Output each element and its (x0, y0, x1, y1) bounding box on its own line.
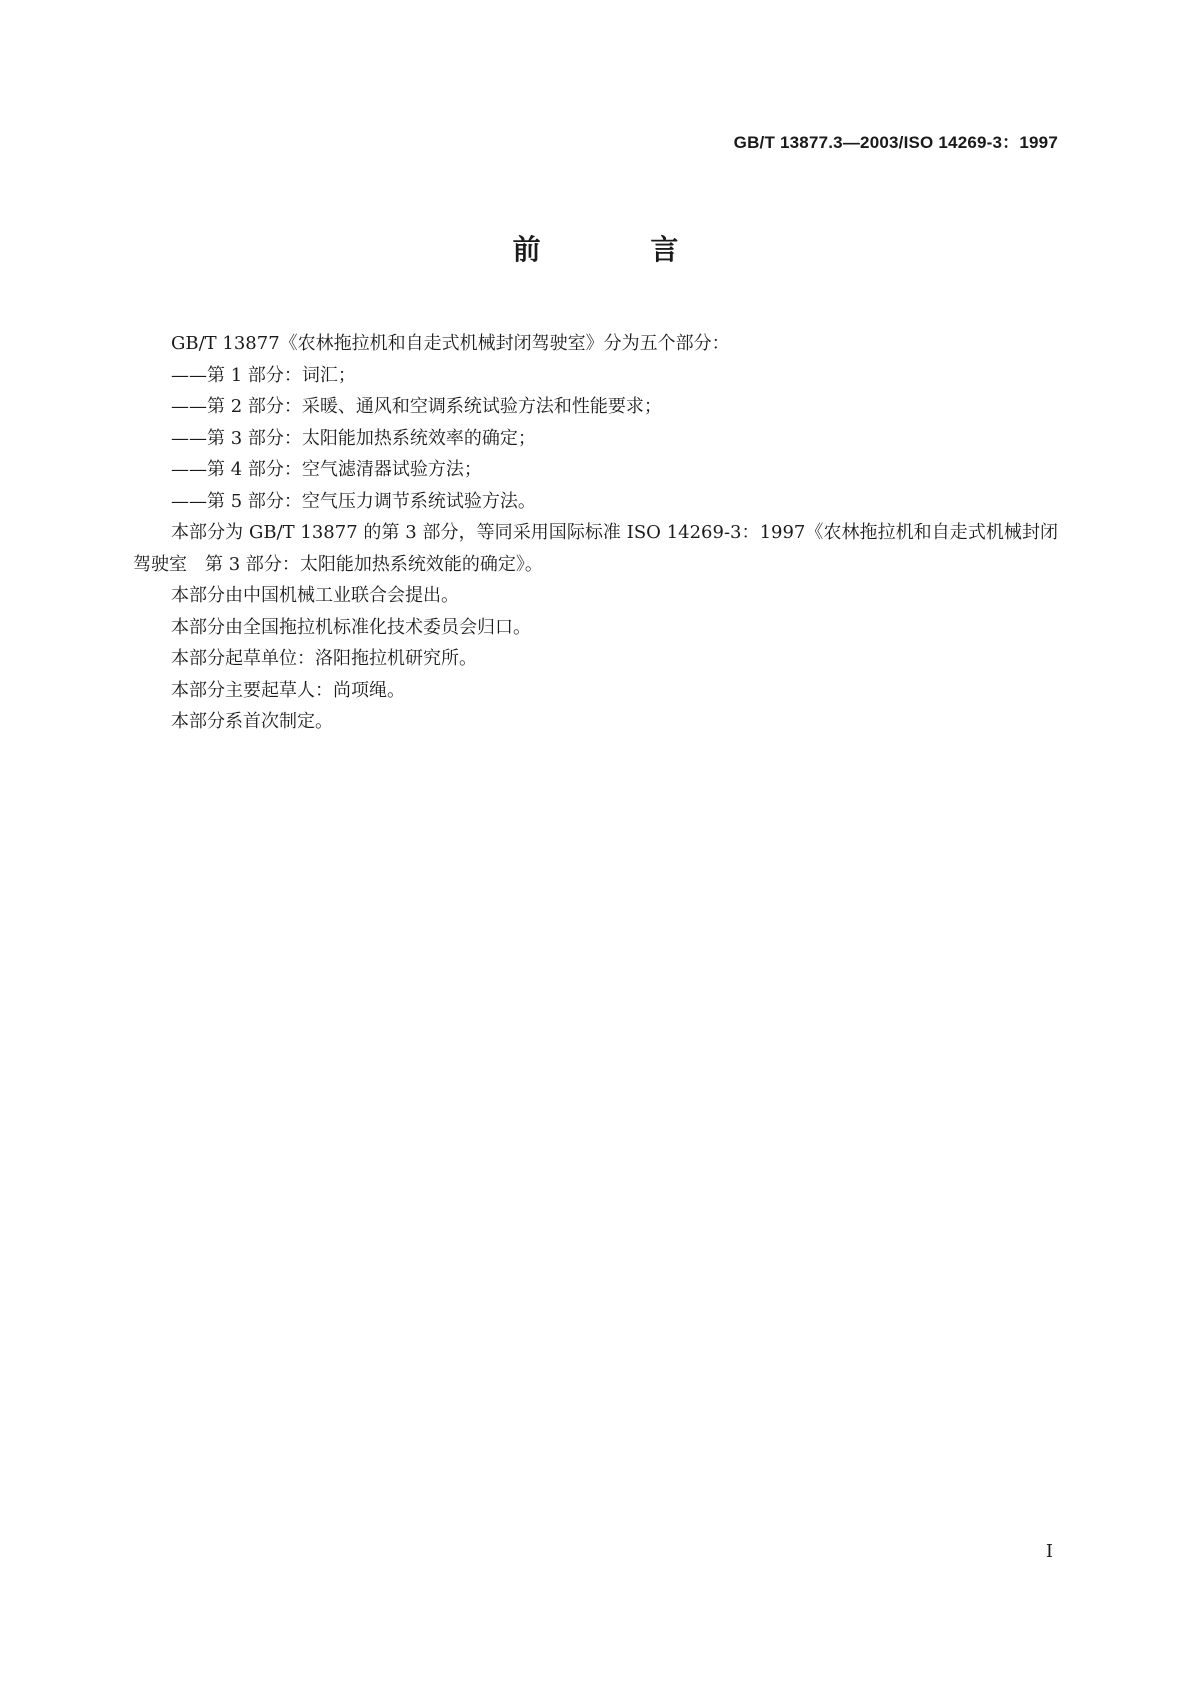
drafting-unit-paragraph: 本部分起草单位：洛阳拖拉机研究所。 (171, 648, 477, 669)
proposer-paragraph: 本部分由中国机械工业联合会提出。 (171, 585, 459, 606)
list-item-part-2: ——第 2 部分：采暖、通风和空调系统试验方法和性能要求； (171, 396, 662, 417)
intro-paragraph: GB/T 13877《农林拖拉机和自走式机械封闭驾驶室》分为五个部分： (171, 333, 730, 354)
page-number: I (1045, 1541, 1053, 1562)
list-item-part-1: ——第 1 部分：词汇； (171, 364, 356, 386)
foreword-body (133, 328, 1058, 738)
first-edition-paragraph: 本部分系首次制定。 (171, 711, 333, 732)
page-title: 前 言 (512, 233, 729, 266)
adoption-paragraph: 本部分为 GB/T 13877 的第 3 部分，等同采用国际标准 ISO 14269-3：1997《农林拖拉机和自走式机械封闭驾驶室 第 3 部分：太阳能加热系统效能的确定》。 (133, 522, 1058, 575)
list-item-part-5: ——第 5 部分：空气压力调节系统试验方法。 (171, 490, 536, 512)
main-drafter-paragraph: 本部分主要起草人：尚项绳。 (171, 679, 405, 701)
standard-code-header: GB/T 13877.3—2003/ISO 14269-3：1997 (733, 133, 1058, 152)
list-item-part-4: ——第 4 部分：空气滤清器试验方法； (171, 459, 482, 480)
centralized-by-paragraph: 本部分由全国拖拉机标准化技术委员会归口。 (171, 616, 531, 638)
list-item-part-3: ——第 3 部分：太阳能加热系统效率的确定； (171, 427, 536, 449)
